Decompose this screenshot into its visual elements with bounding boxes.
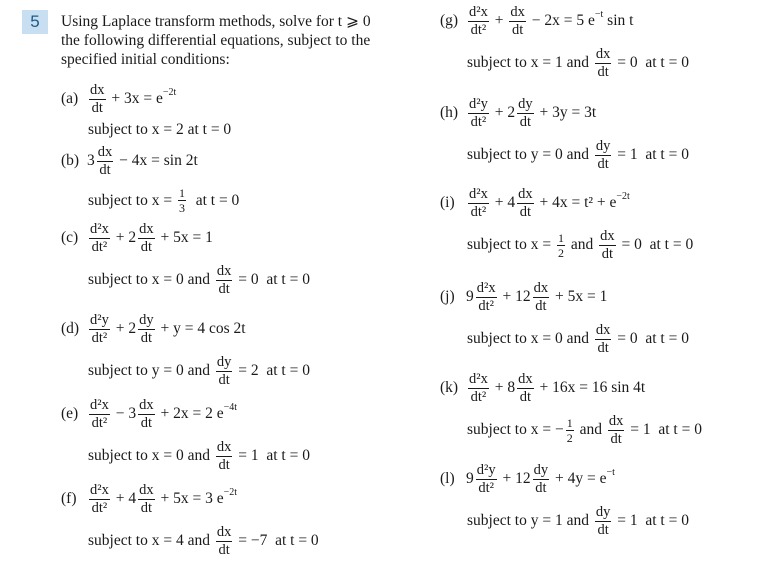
exponent: −t	[606, 466, 615, 478]
exponent: −4t	[223, 401, 238, 413]
fraction-denominator: dt²	[91, 329, 108, 346]
equation	[440, 372, 702, 404]
fraction-numerator: d²x	[90, 221, 109, 237]
condition	[467, 505, 689, 537]
equation	[440, 281, 689, 313]
fraction-denominator: dt	[597, 521, 609, 538]
part-j	[440, 281, 689, 355]
fraction-denominator: dt	[99, 161, 111, 178]
fraction-numerator: dy	[518, 96, 533, 112]
math-text: = 2 at t = 0	[234, 362, 310, 379]
math-text: 3	[87, 152, 95, 169]
fraction	[476, 463, 497, 495]
math-text: = 1 at t = 0	[234, 447, 310, 464]
fraction-denominator: dt	[218, 456, 230, 473]
fraction	[468, 5, 489, 37]
math-text: subject to y = 0 and	[467, 146, 593, 163]
question-intro: Using Laplace transform methods, solve for t ⩾ 0 the following differential equations, subject to the specified initial conditions:	[61, 13, 371, 68]
condition	[467, 323, 689, 355]
part-label: (a)	[61, 90, 79, 107]
condition	[467, 139, 689, 171]
fraction-denominator: dt²	[91, 414, 108, 431]
math-text: = 0 at t = 0	[613, 330, 689, 347]
math-text: subject to x =	[88, 191, 176, 209]
condition	[88, 121, 231, 139]
part-label: (j)	[440, 288, 455, 305]
part-k	[440, 372, 702, 446]
fraction-denominator: dt	[610, 430, 622, 447]
math-text: + 12	[498, 470, 531, 487]
math-text: + 4y = e	[551, 470, 607, 487]
math-text: subject to x =	[467, 236, 555, 253]
part-b	[61, 145, 239, 214]
equation	[440, 5, 689, 37]
fraction-denominator: 2	[557, 245, 564, 260]
math-text: + 4x = t² + e	[535, 194, 617, 211]
part-label: (d)	[61, 320, 80, 337]
math-text: 9	[466, 288, 474, 305]
math-text: + y = 4 cos 2t	[156, 320, 246, 337]
fraction-denominator: dt	[519, 203, 531, 220]
fraction-denominator: dt	[511, 21, 524, 38]
fraction-denominator: dt	[535, 297, 547, 314]
math-text: + 2	[111, 320, 137, 337]
math-text: = 1 at t = 0	[613, 146, 689, 163]
fraction-denominator: dt	[535, 479, 547, 496]
fraction-denominator: dt²	[470, 113, 487, 130]
condition	[467, 47, 689, 79]
part-g	[440, 5, 689, 79]
math-text: 9	[466, 470, 474, 487]
fraction-numerator: dx	[216, 439, 232, 455]
math-text: = 1 at t = 0	[626, 421, 702, 438]
fraction	[138, 222, 155, 254]
math-text: − 2x = 5 e	[527, 12, 595, 29]
fraction	[89, 83, 106, 115]
fraction	[557, 232, 565, 259]
math-text: subject to x = 1 and	[467, 54, 593, 71]
fraction-numerator: dx	[216, 524, 232, 540]
math-text: + 3x = e	[107, 90, 163, 107]
part-label: (e)	[61, 405, 79, 422]
part-label: (c)	[61, 229, 79, 246]
condition	[467, 414, 702, 446]
fraction-numerator: dx	[90, 82, 105, 98]
exponent: −2t	[616, 190, 630, 202]
fraction	[608, 414, 625, 446]
equation	[440, 463, 689, 495]
fraction	[216, 525, 233, 557]
fraction-numerator: d²x	[469, 186, 488, 202]
fraction-denominator: dt²	[478, 479, 494, 496]
part-e	[61, 398, 310, 472]
fraction-numerator: d²y	[469, 96, 488, 112]
fraction	[216, 440, 233, 472]
fraction-denominator: dt	[597, 155, 609, 172]
fraction-numerator: dy	[595, 504, 611, 520]
fraction-numerator: d²y	[90, 312, 109, 328]
part-label: (i)	[440, 194, 455, 211]
fraction	[138, 313, 155, 345]
math-text: subject to x = 2 at t = 0	[88, 121, 232, 138]
fraction	[509, 5, 526, 37]
fraction	[517, 97, 534, 129]
question-number: 5	[22, 10, 48, 34]
fraction-numerator: dx	[533, 280, 549, 296]
fraction	[533, 281, 550, 313]
fraction-denominator: dt²	[470, 21, 487, 38]
fraction-numerator: dx	[97, 144, 113, 160]
fraction-denominator: 2	[566, 430, 573, 445]
part-label: (g)	[440, 12, 459, 29]
fraction-denominator: dt	[91, 99, 103, 116]
fraction-numerator: dx	[518, 186, 533, 202]
fraction-numerator: dx	[595, 46, 611, 62]
fraction-numerator: dx	[518, 371, 533, 387]
part-l	[440, 463, 689, 537]
equation	[61, 398, 310, 430]
fraction-numerator: dy	[533, 462, 549, 478]
fraction-numerator: d²x	[469, 371, 488, 387]
math-text: at t = 0	[187, 191, 240, 209]
math-text: subject to x = 0 and	[88, 271, 214, 288]
fraction-numerator: dy	[216, 354, 232, 370]
fraction	[595, 47, 612, 79]
fraction-denominator: dt	[519, 113, 531, 130]
fraction-numerator: d²x	[90, 482, 109, 498]
fraction-denominator: dt²	[478, 297, 494, 314]
equation	[440, 187, 693, 219]
fraction	[138, 398, 155, 430]
equation	[61, 313, 310, 345]
part-label: (k)	[440, 379, 459, 396]
math-text: + 16x = 16 sin 4t	[535, 379, 646, 396]
math-text: = 1 at t = 0	[613, 512, 689, 529]
fraction-numerator: dx	[139, 482, 154, 498]
math-text: subject to y = 1 and	[467, 512, 593, 529]
fraction-numerator: d²x	[469, 4, 488, 20]
math-text: + 2x = 2 e	[156, 405, 224, 422]
fraction	[89, 313, 110, 345]
math-text: subject to x = 0 and	[88, 447, 214, 464]
part-c	[61, 222, 310, 296]
fraction-numerator: 1	[557, 230, 564, 245]
math-text: − 3	[111, 405, 137, 422]
math-text: subject to y = 0 and	[88, 362, 214, 379]
fraction-numerator: d²x	[476, 280, 496, 296]
part-a	[61, 83, 231, 139]
fraction-numerator: dx	[600, 228, 615, 244]
math-text: = 0 at t = 0	[617, 236, 694, 253]
fraction	[517, 187, 534, 219]
fraction	[468, 97, 489, 129]
math-text: subject to x = −	[467, 421, 564, 438]
fraction-numerator: dx	[608, 413, 624, 429]
exponent: −t	[594, 8, 604, 20]
fraction-numerator: dx	[595, 322, 611, 338]
fraction-numerator: dy	[595, 138, 611, 154]
math-text: + 5x = 1	[156, 229, 213, 246]
fraction	[468, 187, 489, 219]
fraction	[595, 139, 612, 171]
math-text: sin t	[603, 12, 634, 29]
fraction	[595, 323, 612, 355]
fraction	[138, 483, 155, 515]
fraction	[468, 372, 489, 404]
math-text: − 4x = sin 2t	[115, 152, 198, 169]
condition	[88, 264, 310, 296]
fraction-denominator: dt²	[470, 203, 487, 220]
fraction-denominator: dt	[218, 280, 230, 297]
fraction-denominator: dt	[601, 245, 613, 262]
fraction	[566, 417, 574, 444]
fraction-denominator: dt	[140, 499, 152, 516]
fraction-denominator: dt	[597, 63, 609, 80]
math-text: + 4	[111, 490, 137, 507]
fraction	[533, 463, 550, 495]
math-text: and	[575, 421, 606, 438]
fraction-denominator: dt	[519, 388, 531, 405]
equation	[61, 483, 319, 515]
part-label: (h)	[440, 104, 459, 121]
equation	[61, 145, 239, 177]
part-label: (b)	[61, 152, 80, 169]
math-text: +	[490, 12, 508, 29]
math-text: + 5x = 1	[551, 288, 608, 305]
math-text: + 4	[490, 194, 516, 211]
fraction	[216, 355, 233, 387]
math-text: = −7 at t = 0	[234, 532, 319, 549]
fraction-denominator: dt	[218, 371, 230, 388]
condition	[88, 440, 310, 472]
math-text: + 2	[490, 104, 516, 121]
math-text: = 0 at t = 0	[613, 54, 689, 71]
fraction	[517, 372, 534, 404]
part-f	[61, 483, 319, 557]
fraction	[89, 222, 110, 254]
fraction-denominator: dt	[597, 339, 609, 356]
condition	[467, 229, 693, 261]
fraction	[476, 281, 497, 313]
math-text: + 5x = 3 e	[156, 490, 224, 507]
condition	[88, 525, 319, 557]
fraction-numerator: dx	[139, 397, 154, 413]
part-label: (l)	[440, 470, 455, 487]
fraction-denominator: dt²	[91, 499, 108, 516]
math-text: + 3y = 3t	[535, 104, 597, 121]
equation	[440, 97, 689, 129]
equation	[61, 83, 231, 115]
fraction	[216, 264, 233, 296]
math-text: subject to x = 0 and	[467, 330, 593, 347]
exponent: −2t	[162, 86, 177, 98]
fraction	[599, 229, 616, 261]
fraction-numerator: 1	[566, 415, 573, 430]
condition	[88, 187, 239, 214]
fraction-denominator: dt	[140, 329, 152, 346]
exponent: −2t	[223, 486, 238, 498]
fraction	[595, 505, 612, 537]
equation	[61, 222, 310, 254]
part-d	[61, 313, 310, 387]
fraction-numerator: dx	[216, 263, 232, 279]
fraction-denominator: dt	[218, 541, 230, 558]
part-h	[440, 97, 689, 171]
fraction-denominator: 3	[178, 201, 185, 215]
fraction-denominator: dt²	[91, 238, 108, 255]
fraction-numerator: 1	[178, 186, 185, 200]
fraction-numerator: dy	[139, 312, 154, 328]
fraction-numerator: d²x	[90, 397, 109, 413]
fraction-numerator: d²y	[476, 462, 496, 478]
fraction-denominator: dt	[140, 414, 152, 431]
fraction-numerator: dx	[510, 4, 525, 20]
fraction-denominator: dt	[140, 238, 152, 255]
math-text: + 8	[490, 379, 516, 396]
math-text: and	[566, 236, 598, 253]
fraction-numerator: dx	[139, 221, 154, 237]
fraction	[178, 187, 186, 214]
fraction	[89, 483, 110, 515]
math-text: + 12	[498, 288, 531, 305]
condition	[88, 355, 310, 387]
part-i	[440, 187, 693, 261]
fraction-denominator: dt²	[470, 388, 487, 405]
part-label: (f)	[61, 490, 77, 507]
math-text: + 2	[111, 229, 137, 246]
fraction	[89, 398, 110, 430]
math-text: subject to x = 4 and	[88, 532, 214, 549]
math-text: = 0 at t = 0	[234, 271, 310, 288]
fraction	[97, 145, 114, 177]
